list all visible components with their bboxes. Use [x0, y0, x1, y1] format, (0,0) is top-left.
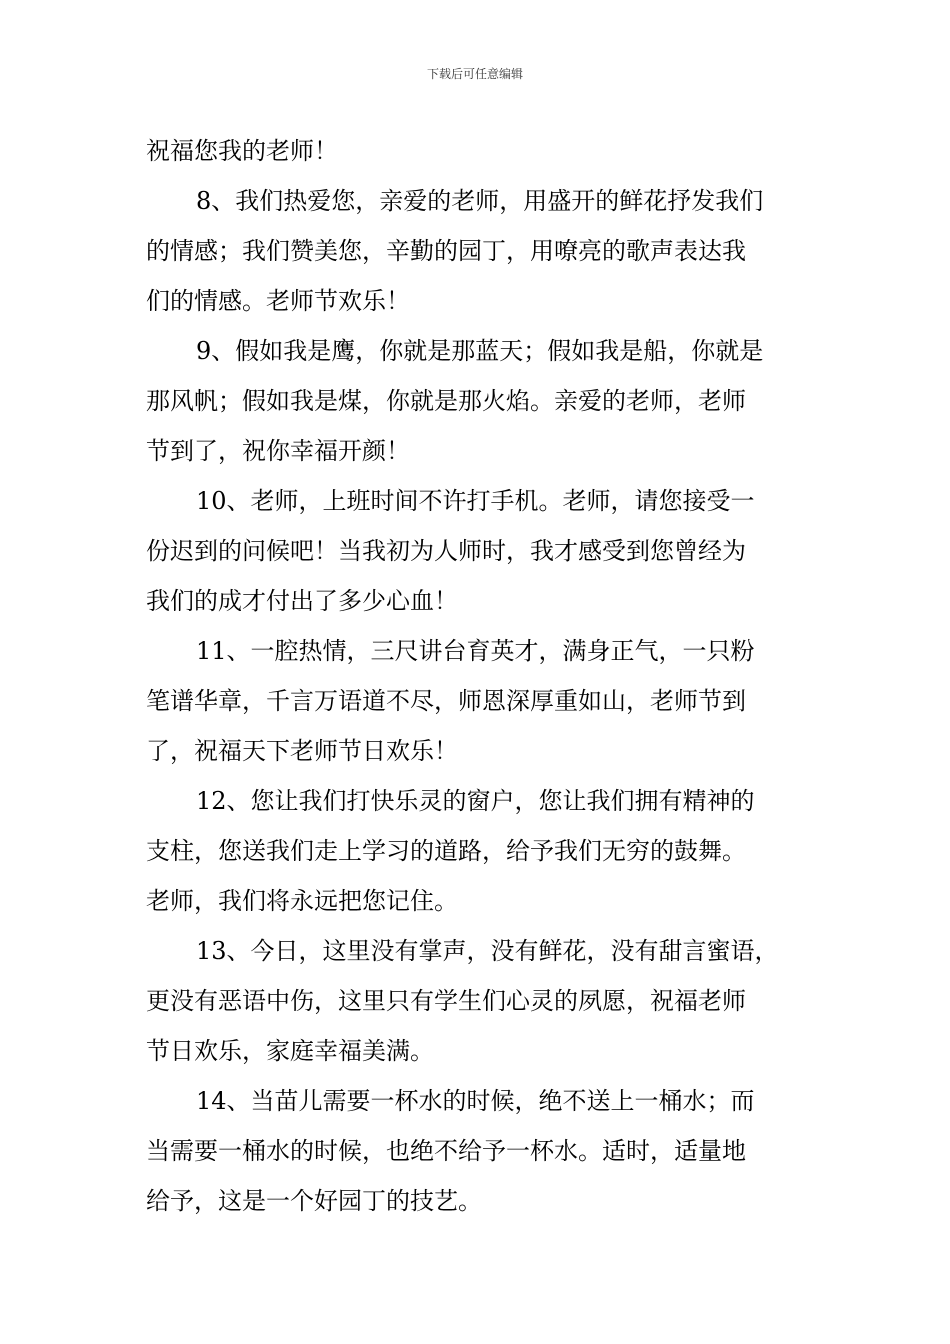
- text-line: 祝福您我的老师！: [146, 137, 338, 165]
- text-line: 们的情感。老师节欢乐！: [146, 287, 410, 315]
- text-line: 的情感；我们赞美您，辛勤的园丁，用嘹亮的歌声表达我: [146, 237, 746, 265]
- paragraph-first-line: 10、老师，上班时间不许打手机。老师，请您接受一: [196, 487, 755, 515]
- text-line: 更没有恶语中伤，这里只有学生们心灵的夙愿，祝福老师: [146, 987, 746, 1015]
- paragraph-first-line: 13、今日，这里没有掌声，没有鲜花，没有甜言蜜语，: [196, 937, 779, 965]
- text-line: 笔谱华章，千言万语道不尽，师恩深厚重如山，老师节到: [146, 687, 746, 715]
- document-body: [146, 126, 818, 1226]
- paragraph-first-line: 9、假如我是鹰，你就是那蓝天；假如我是船，你就是: [196, 337, 764, 365]
- text-line: 给予，这是一个好园丁的技艺。: [146, 1187, 482, 1215]
- text-line: 那风帆；假如我是煤，你就是那火焰。亲爱的老师，老师: [146, 387, 746, 415]
- paragraph-first-line: 14、当苗儿需要一杯水的时候，绝不送上一桶水；而: [196, 1087, 755, 1115]
- text-line: 节到了，祝你幸福开颜！: [146, 437, 410, 465]
- page-header: 下载后可任意编辑: [426, 67, 523, 81]
- text-line: 当需要一桶水的时候，也绝不给予一杯水。适时，适量地: [146, 1137, 746, 1165]
- paragraph-first-line: 12、您让我们打快乐灵的窗户，您让我们拥有精神的: [196, 787, 755, 815]
- paragraph-first-line: 11、一腔热情，三尺讲台育英才，满身正气，一只粉: [196, 637, 755, 665]
- text-line: 了，祝福天下老师节日欢乐！: [146, 737, 458, 765]
- text-line: 份迟到的问候吧！当我初为人师时，我才感受到您曾经为: [146, 537, 746, 565]
- paragraph-first-line: 8、我们热爱您，亲爱的老师，用盛开的鲜花抒发我们: [196, 187, 764, 215]
- text-line: 支柱，您送我们走上学习的道路，给予我们无穷的鼓舞。: [146, 837, 746, 865]
- text-line: 老师，我们将永远把您记住。: [146, 887, 458, 915]
- text-line: 节日欢乐，家庭幸福美满。: [146, 1037, 434, 1065]
- text-line: 我们的成才付出了多少心血！: [146, 587, 458, 615]
